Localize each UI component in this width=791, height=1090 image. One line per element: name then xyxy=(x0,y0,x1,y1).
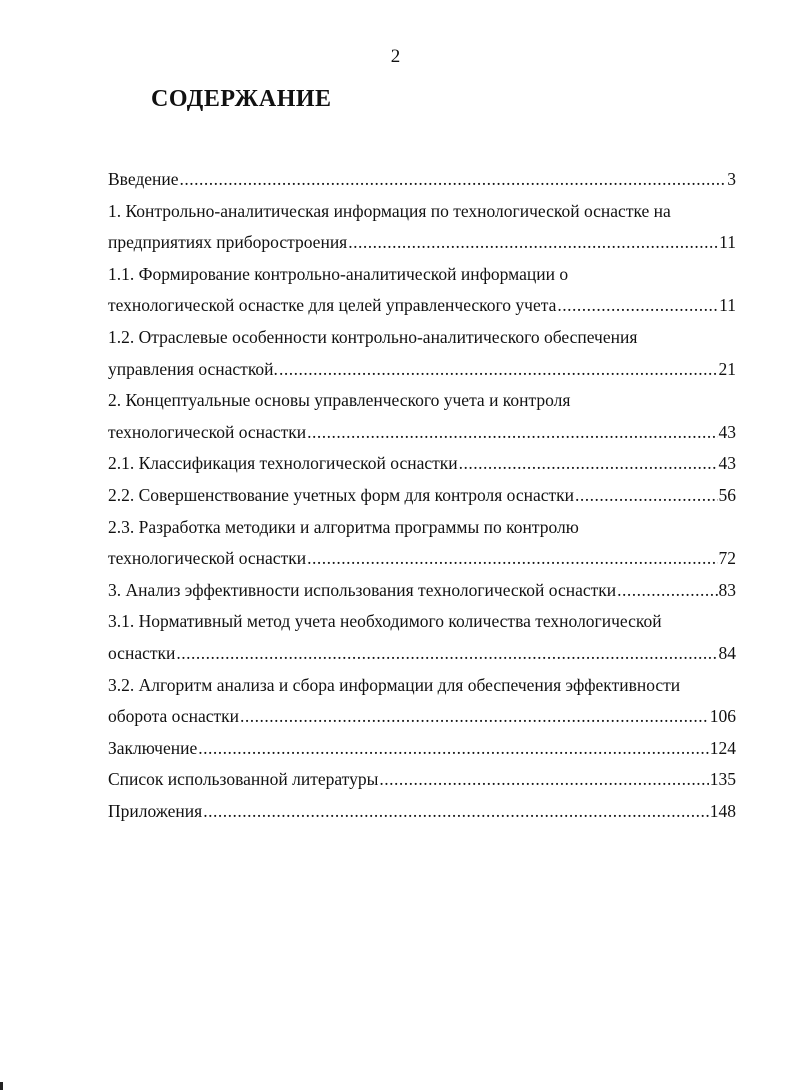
page-number: 2 xyxy=(390,46,401,67)
toc-page-number: 124 xyxy=(709,737,736,758)
toc-page-number: 43 xyxy=(718,453,736,474)
toc-entry-line xyxy=(108,448,736,480)
toc-entry-text: 1.1. Формирование контрольно-аналитической информации о xyxy=(108,263,569,284)
toc-entry-text: 3.1. Нормативный метод учета необходимого количества технологической xyxy=(108,611,662,632)
toc-page-number: 148 xyxy=(709,800,736,821)
toc-entry-text: технологической оснастки xyxy=(108,548,307,569)
dot-leader xyxy=(203,796,709,828)
toc-entry-text: 1. Контрольно-аналитическая информация по технологической оснастке на xyxy=(108,200,671,221)
toc-entry-line xyxy=(108,480,736,512)
toc-page-number: 3 xyxy=(727,169,736,189)
table-of-contents xyxy=(108,164,736,827)
scan-mark xyxy=(0,1082,3,1090)
toc-entry-line xyxy=(108,227,736,259)
toc-entry-line xyxy=(108,575,736,607)
toc-entry-line xyxy=(108,796,736,828)
dot-leader xyxy=(198,733,709,765)
dot-leader xyxy=(307,543,717,575)
toc-page-number: 72 xyxy=(718,548,736,569)
toc-entry-line xyxy=(108,543,736,575)
toc-entry-text: Введение xyxy=(108,169,179,189)
toc-entry-text: оснастки xyxy=(108,642,176,663)
dot-leader xyxy=(307,417,717,449)
toc-page-number: 106 xyxy=(709,706,736,727)
toc-page-number: 11 xyxy=(719,295,736,316)
toc-entry-text: 3. Анализ эффективности использования технологической оснастки xyxy=(108,579,617,600)
toc-entry-text: предприятиях приборостроения xyxy=(108,232,348,253)
toc-entry-line xyxy=(108,290,736,322)
toc-page-number: 11 xyxy=(719,232,736,253)
dot-leader xyxy=(557,290,718,322)
toc-entry-line xyxy=(108,259,736,291)
dot-leader xyxy=(348,227,718,259)
toc-page-number: 56 xyxy=(718,484,736,505)
toc-entry-text: Список использованной литературы xyxy=(108,769,379,790)
toc-entry-text: 3.2. Алгоритм анализа и сбора информации для обеспечения эффективности xyxy=(108,674,681,695)
toc-entry-line xyxy=(108,670,736,702)
toc-entry-text: технологической оснастки xyxy=(108,421,307,442)
toc-page-number: 83 xyxy=(718,579,736,600)
dot-leader xyxy=(176,638,717,670)
toc-page-number: 43 xyxy=(718,421,736,442)
toc-entry-text: управления оснасткой. xyxy=(108,358,278,379)
toc-entry-line xyxy=(108,701,736,733)
toc-entry-text: Приложения xyxy=(108,800,203,821)
dot-leader xyxy=(240,701,709,733)
toc-entry-text: 2.1. Классификация технологической оснастки xyxy=(108,453,458,474)
toc-entry-text: 2.3. Разработка методики и алгоритма программы по контролю xyxy=(108,516,579,537)
toc-entry-line xyxy=(108,385,736,417)
toc-entry-text: оборота оснастки xyxy=(108,706,240,727)
toc-entry-line xyxy=(108,733,736,765)
toc-entry-text: 1.2. Отраслевые особенности контрольно-аналитического обеспечения xyxy=(108,326,638,347)
dot-leader xyxy=(180,164,727,196)
toc-entry-line xyxy=(108,164,736,196)
toc-page-number: 84 xyxy=(718,642,736,663)
toc-entry-line xyxy=(108,606,736,638)
toc-entry-line xyxy=(108,512,736,544)
toc-page-number: 21 xyxy=(718,358,736,379)
dot-leader xyxy=(575,480,718,512)
toc-entry-line xyxy=(108,764,736,796)
toc-entry-text: Заключение xyxy=(108,737,198,758)
toc-entry-line xyxy=(108,354,736,386)
dot-leader xyxy=(379,764,708,796)
toc-entry-text: технологической оснастке для целей управленческого учета xyxy=(108,295,557,316)
toc-entry-line xyxy=(108,322,736,354)
page-title: СОДЕРЖАНИЕ xyxy=(151,86,332,112)
dot-leader xyxy=(617,575,717,607)
toc-entry-line xyxy=(108,417,736,449)
dot-leader xyxy=(279,354,718,386)
toc-entry-text: 2. Концептуальные основы управленческого учета и контроля xyxy=(108,390,571,411)
toc-page-number: 135 xyxy=(709,769,736,790)
toc-entry-line xyxy=(108,196,736,228)
toc-entry-text: 2.2. Совершенствование учетных форм для контроля оснастки xyxy=(108,484,574,505)
toc-entry-line xyxy=(108,638,736,670)
dot-leader xyxy=(459,448,718,480)
